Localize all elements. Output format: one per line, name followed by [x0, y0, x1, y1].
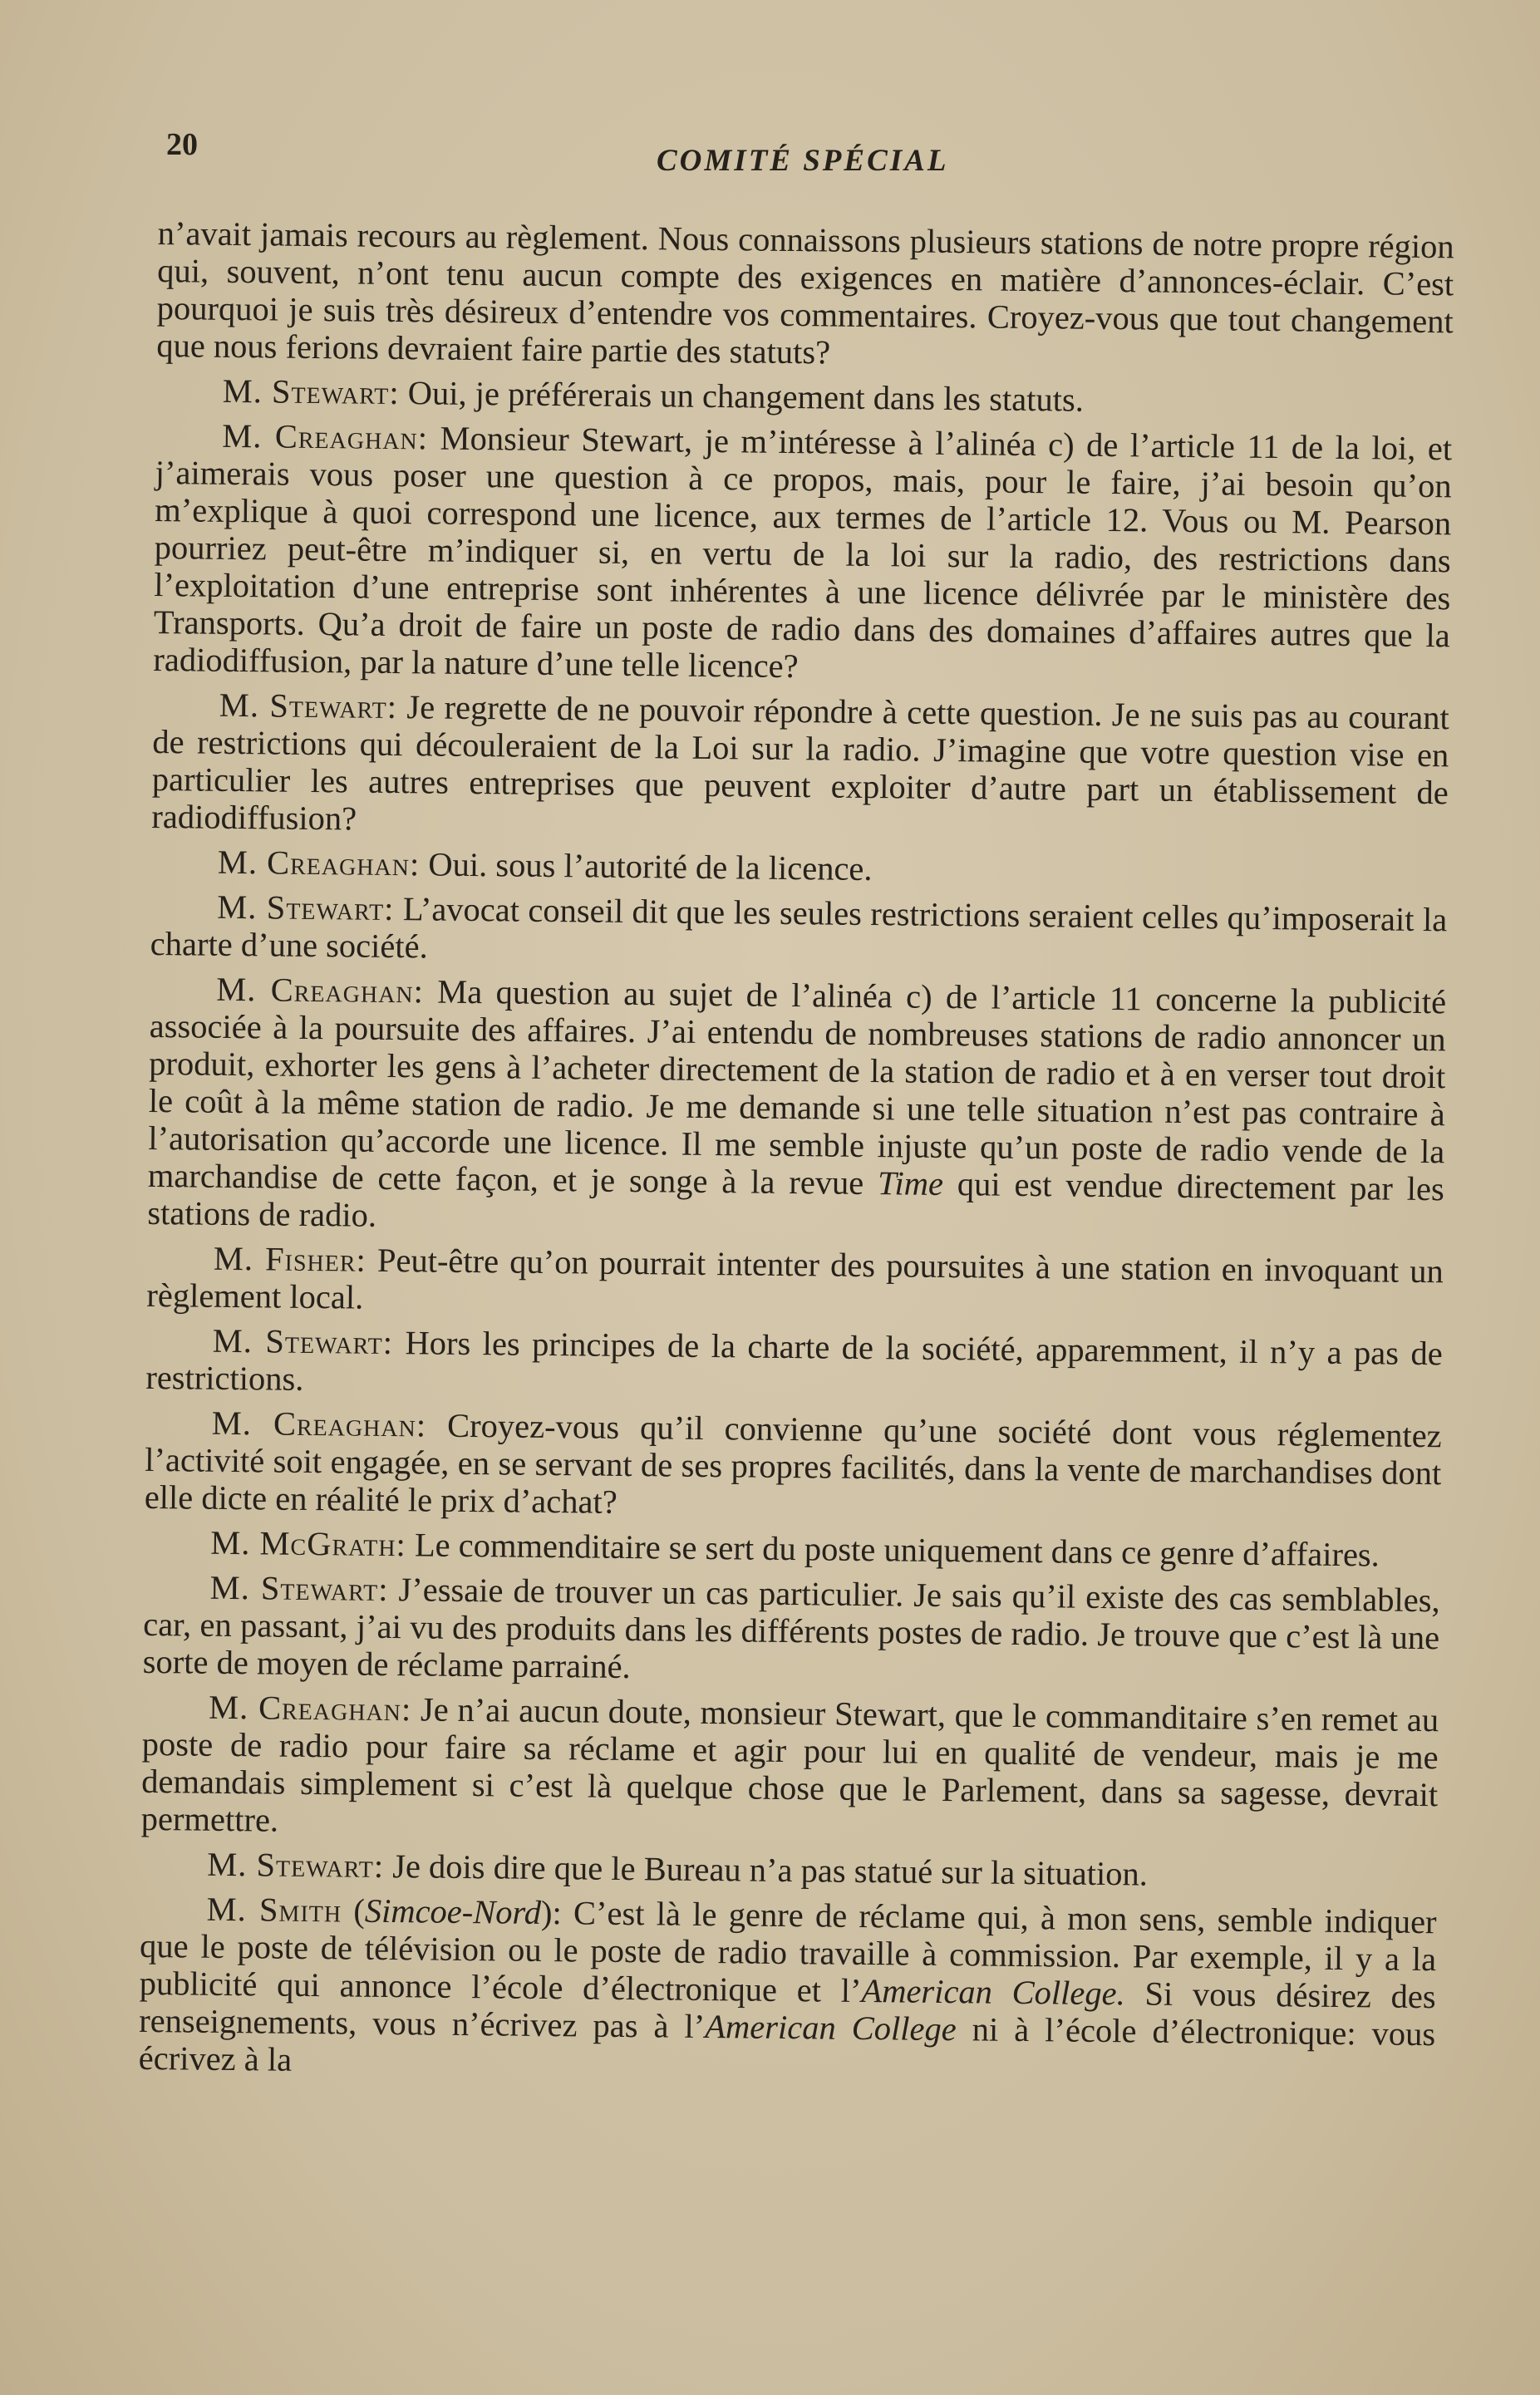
speaker-name: M. Stewart:	[212, 1321, 394, 1362]
speaker-name: M. Creaghan:	[216, 970, 425, 1011]
speaker-paragraph	[150, 888, 1448, 976]
paragraph-text: Le commenditaire se sert du poste uniquement dans ce genre d’affaires.	[406, 1526, 1380, 1574]
speaker-paragraph	[151, 686, 1449, 848]
speaker-paragraph	[156, 371, 1453, 422]
speaker-paragraph	[140, 1845, 1437, 1896]
speaker-name: M. Stewart:	[206, 1845, 385, 1885]
speaker-paragraph	[153, 416, 1452, 691]
paragraph-text: J’essaie de trouver un cas particulier. Je sais qu’il existe des cas semblables, car, en passant, j’ai vu des produits dans les différents postes de radio. Je trouve que c’est là une sorte de moyen de réclame parrainé.	[142, 1570, 1440, 1686]
speaker-paragraph	[141, 1688, 1439, 1851]
speaker-paragraph	[146, 1239, 1444, 1327]
speaker-name: M. Creaghan:	[208, 1688, 412, 1729]
italic-text: American College.	[861, 1971, 1125, 2013]
speaker-paragraph	[145, 1321, 1443, 1409]
italic-text: Time	[877, 1164, 944, 1202]
italic-text: Simcoe-Nord	[364, 1891, 542, 1931]
speaker-paragraph	[139, 1890, 1437, 2090]
continuation-paragraph	[156, 214, 1454, 377]
speaker-name: M. McGrath:	[210, 1523, 407, 1564]
italic-text: American College	[705, 2008, 957, 2048]
paragraph-text: Je n’ai aucun doute, monsieur Stewart, que le commanditaire s’en remet au poste de radio pour faire sa réclame et agir pour lui en qualité de vendeur, mais je me demandais simplement si c’est là quelque chose que le Parlement, dans sa sagesse, devrait permettre.	[140, 1690, 1439, 1839]
paragraph-text: qui est vendue directement par les stations de radio.	[147, 1164, 1445, 1234]
speaker-paragraph	[147, 970, 1446, 1245]
speaker-name: M. Stewart:	[209, 1568, 389, 1608]
running-head: COMITÉ SPÉCIAL	[657, 144, 949, 178]
paragraph-text: Si vous désirez des renseignements, vous n’écrivez pas à l’	[139, 1975, 1436, 2046]
paragraph-text: L’avocat conseil dit que les seules restrictions seraient celles qu’imposerait la charte d’une société.	[150, 890, 1448, 966]
paragraph-text: (	[341, 1891, 366, 1930]
speaker-paragraph	[145, 1404, 1442, 1529]
paragraph-text: Oui. sous l’autorité de la licence.	[420, 845, 873, 888]
paragraph-text: Je regrette de ne pouvoir répondre à cette question. Je ne suis pas au courant de restrictions qui découleraient de la Loi sur la radio. J’imagine que votre question vise en particulier les autres entreprises que peuvent exploiter d’autre part un établissement de radiodiffusion?	[151, 688, 1449, 838]
speaker-name: M. Smith	[206, 1890, 342, 1930]
paragraph-text: Oui, je préférerais un changement dans les statuts.	[399, 374, 1085, 419]
page-number: 20	[166, 127, 198, 162]
paragraph-text: n’avait jamais recours au règlement. Nous connaissons plusieurs stations de notre propre région qui, souvent, n’ont tenu aucun compte des exigences en matière d’annonces-éclair. C’est pourquoi je suis très désireux d’entendre vos commentaires. Croyez-vous que tout changement que nous ferions devraient faire partie des statuts?	[156, 214, 1454, 371]
paragraph-text: Monsieur Stewart, je m’intéresse à l’alinéa c) de l’article 11 de la loi, et j’aimerais vous poser une question à ce propos, mais, pour le faire, j’ai besoin qu’on m’explique à quoi correspond une licence, aux termes de l’article 12. Vous ou M. Pearson pourriez peut-être m’indiquer si, en vertu de la loi sur la radio, des restrictions dans l’exploitation d’une entreprise sont inhérentes à une licence délivrée par le ministère des Transports. Qu’a droit de faire un poste de radio dans des domaines d’affaires autres que la radiodiffusion, par la nature d’une telle licence?	[153, 419, 1453, 686]
speaker-name: M. Creaghan:	[211, 1404, 427, 1444]
speaker-name: M. Creaghan:	[221, 416, 429, 457]
paragraph-text: Croyez-vous qu’il convienne qu’une société dont vous réglementez l’activité soit engagée, en se servant de ses propres facilités, dans la vente de marchandises dont elle dicte en réalité le prix d’achat?	[144, 1406, 1442, 1521]
speaker-name: M. Stewart:	[219, 686, 398, 726]
paragraph-text: ni à l’école d’électronique: vous écrivez à la	[138, 2010, 1436, 2078]
transcript-body	[138, 214, 1454, 2097]
speaker-name: M. Creaghan:	[217, 843, 421, 883]
speaker-name: M. Stewart:	[217, 888, 395, 928]
speaker-name: M. Fisher:	[213, 1239, 367, 1279]
paragraph-text: Je dois dire que le Bureau n’a pas statué sur la situation.	[383, 1847, 1149, 1893]
paragraph-text: ): C’est là le genre de réclame qui, à mon sens, semble indiquer que le poste de télévision ou le poste de radio travaille à commission. Par exemple, il y a la publicité qui annonce l’école d’électronique et l’	[139, 1893, 1437, 2009]
speaker-paragraph	[144, 1523, 1440, 1574]
paragraph-text: Ma question au sujet de l’alinéa c) de l’article 11 concerne la publicité associée à la poursuite des affaires. J’ai entendu de nombreuses stations de radio annoncer un produit, exhorter les gens à l’acheter directement de la station de radio et à en verser tout droit le coût à la même station de radio. Je me demande si une telle situation n’est pas contraire à l’autorisation qu’accorde une licence. Il me semble injuste qu’un poste de radio vende de la marchandise de cette façon, et je songe à la revue	[147, 972, 1447, 1202]
paragraph-text: Hors les principes de la charte de la société, apparemment, il n’y a pas de restrictions.	[145, 1324, 1443, 1398]
speaker-paragraph	[143, 1568, 1440, 1694]
paragraph-text: Peut-être qu’on pourrait intenter des poursuites à une station en invoquant un règlement local.	[146, 1241, 1444, 1316]
speaker-name: M. Stewart:	[222, 371, 400, 412]
speaker-paragraph	[151, 843, 1448, 893]
